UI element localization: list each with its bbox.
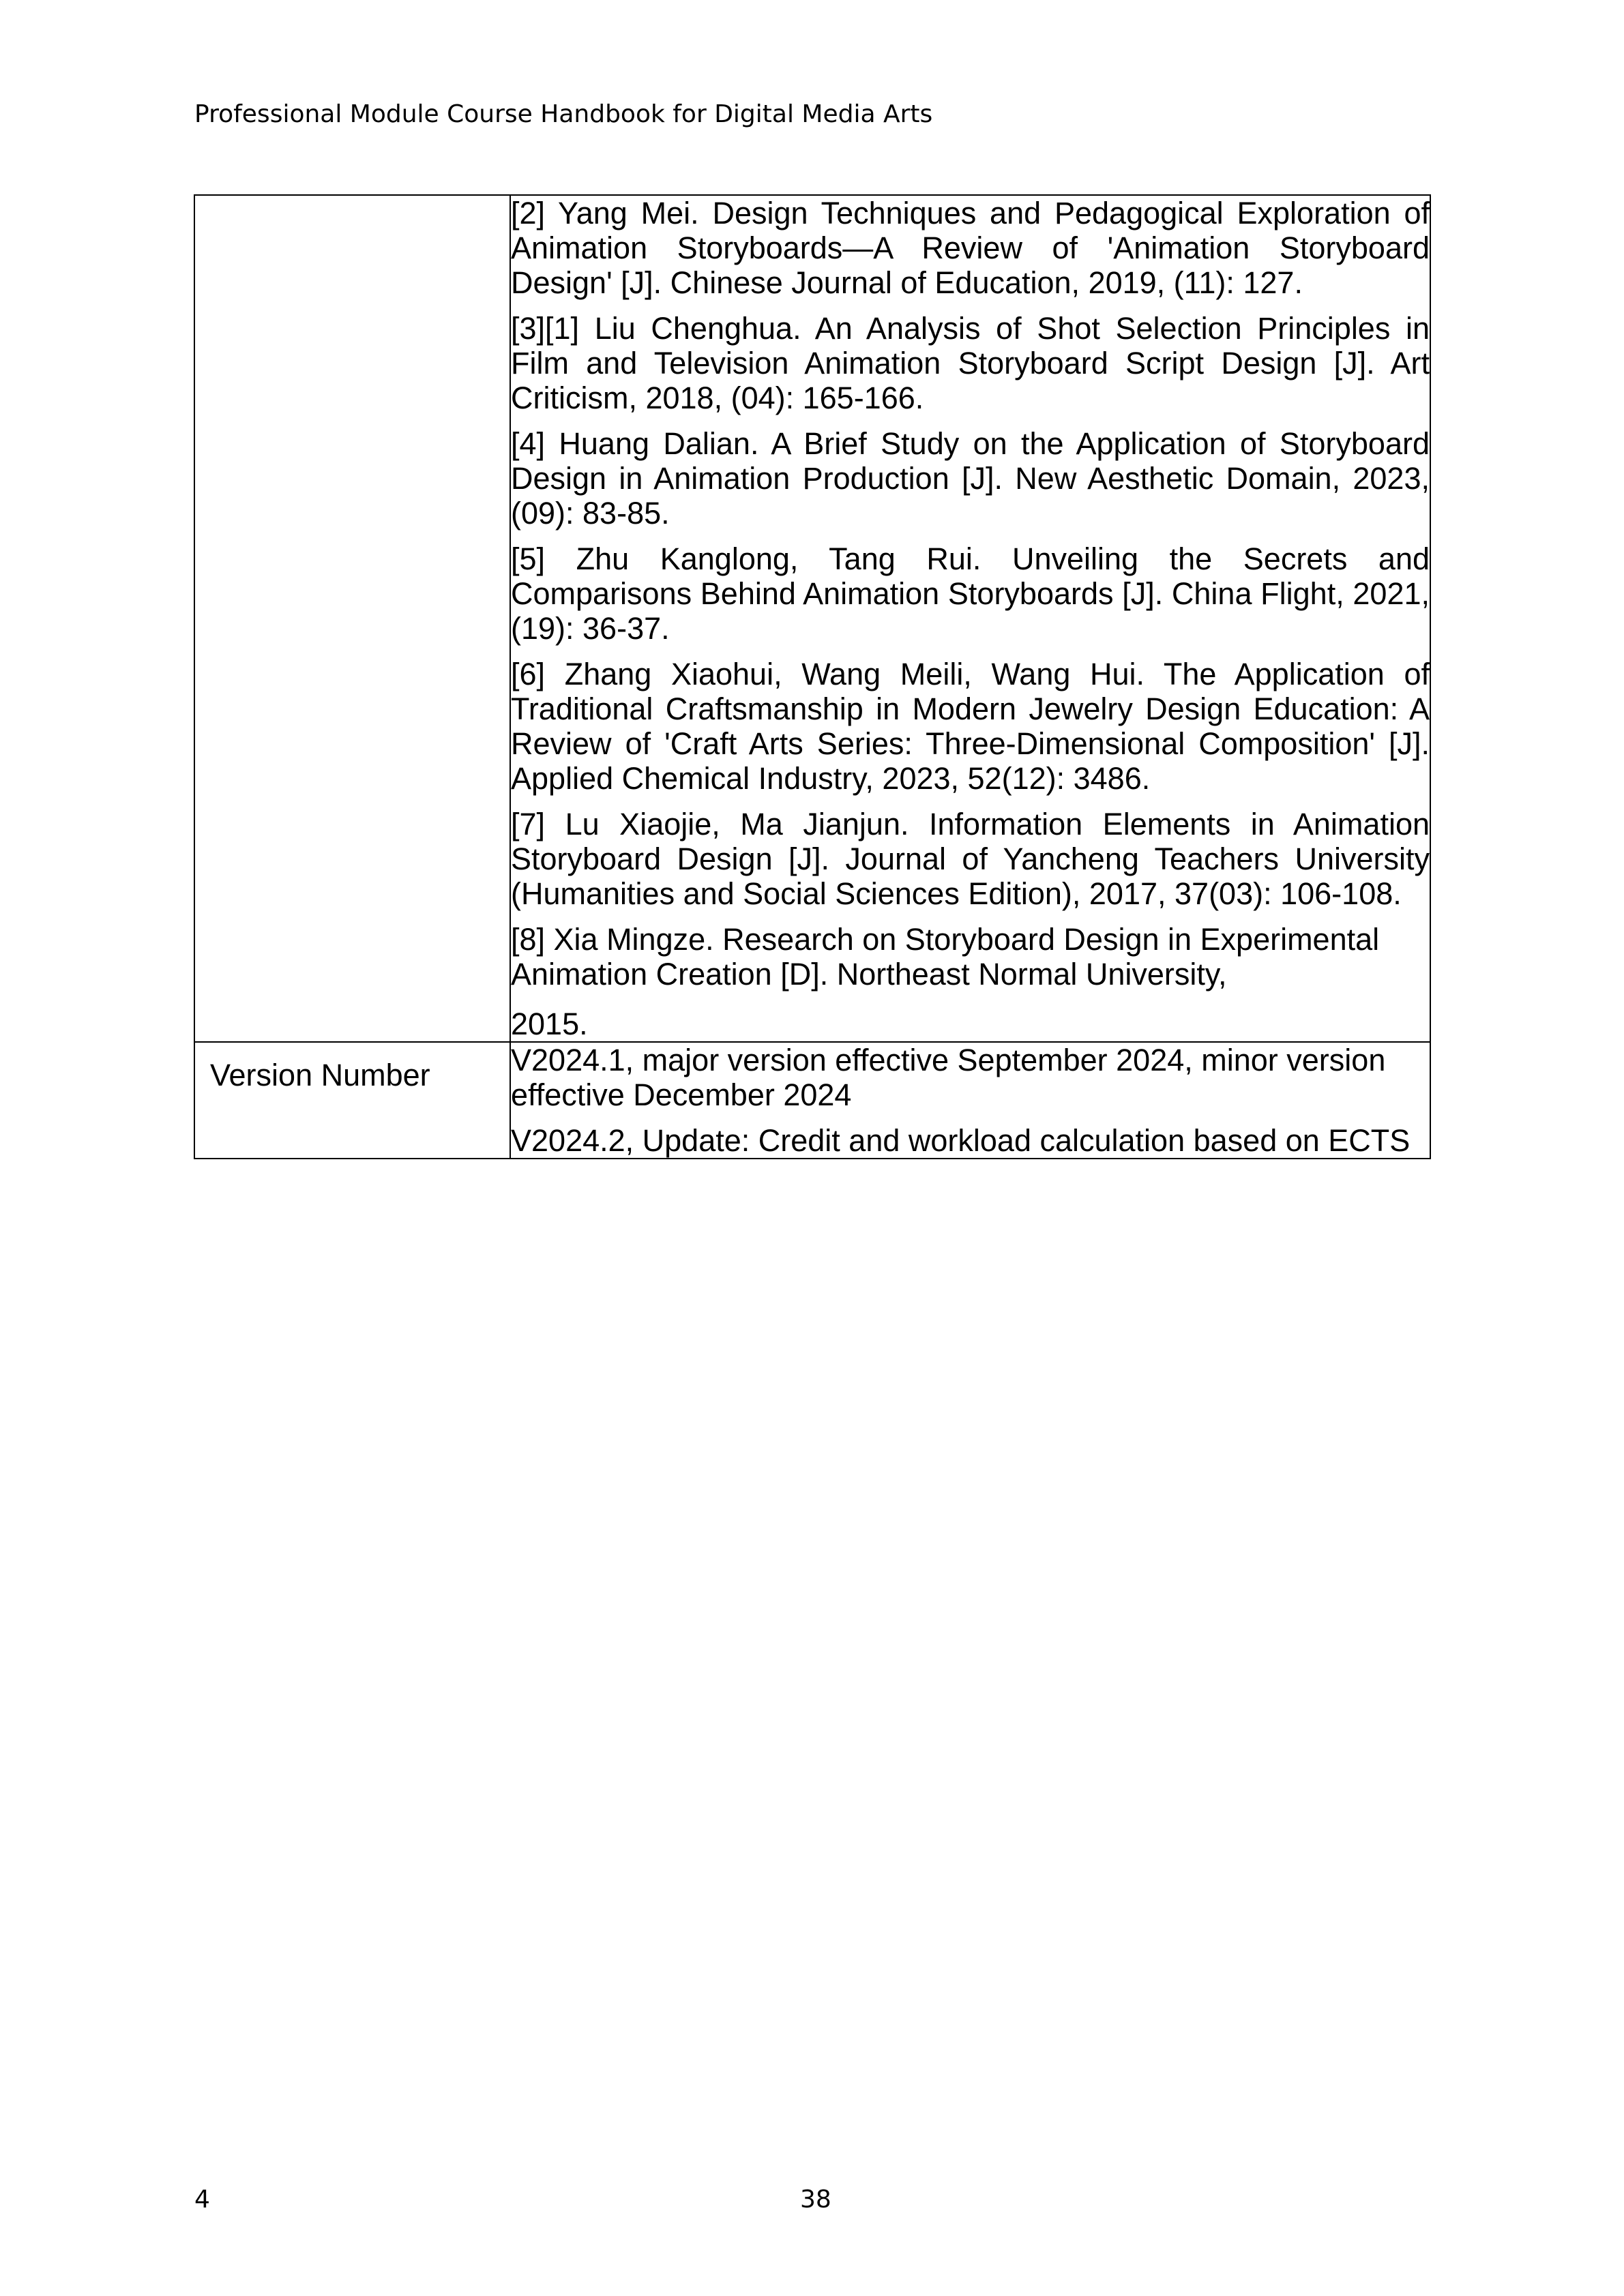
version-line-1: V2024.1, major version effective September 2024, minor version effective December 2024 bbox=[511, 1043, 1386, 1112]
footer-left-number: 4 bbox=[194, 2186, 210, 2213]
references-label-cell bbox=[194, 195, 510, 1042]
reference-item: [7] Lu Xiaojie, Ma Jianjun. Information Elements in Animation Storyboard Design [J]. Journal of Yancheng Teachers University (Humanities and Social Sciences Edition), 2017, 37(03): 106-108. bbox=[511, 807, 1430, 911]
reference-year: 2015. bbox=[511, 1007, 588, 1041]
version-label-cell bbox=[194, 1042, 510, 1159]
version-row bbox=[194, 1042, 1430, 1159]
reference-item: [3][1] Liu Chenghua. An Analysis of Shot Selection Principles in Film and Television Animation Storyboard Script Design [J]. Art Criticism, 2018, (04): 165-166. bbox=[511, 311, 1430, 415]
references-cell bbox=[510, 195, 1430, 1042]
references-row bbox=[194, 195, 1430, 1042]
reference-item: [2] Yang Mei. Design Techniques and Pedagogical Exploration of Animation Storyboards—A Review of 'Animation Storyboard Design' [J]. Chinese Journal of Education, 2019, (11): 127. bbox=[511, 196, 1430, 300]
module-table bbox=[194, 194, 1431, 1159]
reference-item: [6] Zhang Xiaohui, Wang Meili, Wang Hui. The Application of Traditional Craftsmanship in Modern Jewelry Design Education: A Review of 'Craft Arts Series: Three-Dimensional Composition' [J]. Applied Chemical Industry, 2023, 52(12): 3486. bbox=[511, 657, 1430, 796]
reference-item: [8] Xia Mingze. Research on Storyboard Design in Experimental Animation Creation [D]. Northeast Normal University, bbox=[511, 922, 1380, 992]
reference-item: [5] Zhu Kanglong, Tang Rui. Unveiling the Secrets and Comparisons Behind Animation Storyboards [J]. China Flight, 2021, (19): 36-37. bbox=[511, 541, 1430, 646]
version-content-cell bbox=[510, 1042, 1430, 1159]
version-line-2: V2024.2, Update: Credit and workload calculation based on ECTS bbox=[511, 1123, 1411, 1158]
running-header: Professional Module Course Handbook for Digital Media Arts bbox=[194, 100, 933, 128]
version-label: Version Number bbox=[210, 1058, 430, 1092]
reference-item: [4] Huang Dalian. A Brief Study on the Application of Storyboard Design in Animation Production [J]. New Aesthetic Domain, 2023, (09): 83-85. bbox=[511, 426, 1430, 531]
page-number: 38 bbox=[800, 2186, 831, 2213]
